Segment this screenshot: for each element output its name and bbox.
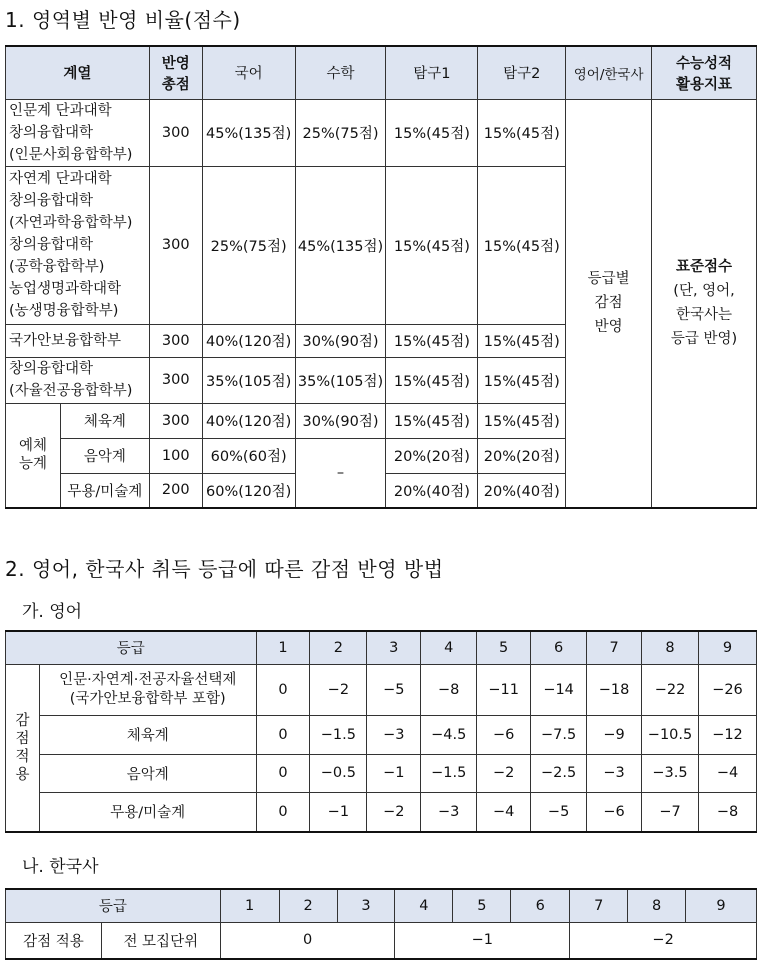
row-korean: 60%(120점) bbox=[202, 473, 295, 508]
row-total: 300 bbox=[149, 403, 202, 438]
row-korean: 40%(120점) bbox=[202, 403, 295, 438]
deduction-side-label: 감 점 적 용 bbox=[6, 664, 40, 832]
grade-header: 5 bbox=[453, 889, 511, 922]
header-korean: 국어 bbox=[202, 46, 295, 99]
arts-row-name: 무용/미술계 bbox=[60, 473, 149, 508]
row-math: 30%(90점) bbox=[295, 324, 386, 357]
grade-header: 2 bbox=[310, 631, 367, 664]
row-total: 300 bbox=[149, 166, 202, 324]
grade-header: 4 bbox=[421, 631, 477, 664]
row-category: 인문계 단과대학 창의융합대학 (인문사회융합학부) bbox=[6, 99, 150, 166]
value-cell: −5 bbox=[367, 664, 421, 715]
row-korean: 60%(60점) bbox=[202, 438, 295, 473]
table-row bbox=[6, 664, 757, 715]
value-cell: −1.5 bbox=[310, 715, 367, 754]
value-cell: −1 bbox=[367, 754, 421, 792]
row-total: 100 bbox=[149, 438, 202, 473]
grade-header: 6 bbox=[511, 889, 570, 922]
value-cell: −9 bbox=[587, 715, 642, 754]
english-deduction-table bbox=[5, 630, 757, 833]
grade-header: 3 bbox=[367, 631, 421, 664]
value-cell: −1 bbox=[310, 792, 367, 832]
value-cell: −2 bbox=[477, 754, 531, 792]
row-inquiry2: 15%(45점) bbox=[478, 403, 566, 438]
row-inquiry2: 15%(45점) bbox=[478, 357, 566, 403]
row-korean: 40%(120점) bbox=[202, 324, 295, 357]
value-cell: −5 bbox=[531, 792, 587, 832]
row-category: 국가안보융합학부 bbox=[6, 324, 150, 357]
value-cell: −6 bbox=[587, 792, 642, 832]
history-subtitle: 나. 한국사 bbox=[22, 857, 99, 877]
table-row bbox=[6, 792, 757, 832]
header-english-history: 영어/한국사 bbox=[566, 46, 652, 99]
row-name: 인문·자연계·전공자율선택제 (국가안보융합학부 포함) bbox=[39, 664, 256, 715]
value-cell: −4.5 bbox=[421, 715, 477, 754]
row-inquiry2: 20%(40점) bbox=[478, 473, 566, 508]
row-math: 35%(105점) bbox=[295, 357, 386, 403]
value-cell: −6 bbox=[477, 715, 531, 754]
grade-header: 7 bbox=[587, 631, 642, 664]
row-total: 300 bbox=[149, 324, 202, 357]
row-category: 자연계 단과대학 창의융합대학 (자연과학융합학부) 창의융합대학 (공학융합학부) 농업생명과학대학 (농생명융합학부) bbox=[6, 166, 150, 324]
history-group-value: 0 bbox=[220, 922, 395, 959]
row-korean: 25%(75점) bbox=[202, 166, 295, 324]
section2-title: 2. 영어, 한국사 취득 등급에 따른 감점 반영 방법 bbox=[5, 557, 444, 581]
english-history-cell: 등급별 감점 반영 bbox=[566, 99, 652, 508]
english-subtitle: 가. 영어 bbox=[22, 602, 83, 622]
row-total: 300 bbox=[149, 99, 202, 166]
value-cell: 0 bbox=[256, 664, 310, 715]
value-cell: −4 bbox=[477, 792, 531, 832]
history-row-sublabel: 전 모집단위 bbox=[101, 922, 220, 959]
row-inquiry2: 20%(20점) bbox=[478, 438, 566, 473]
row-inquiry2: 15%(45점) bbox=[478, 99, 566, 166]
value-cell: −11 bbox=[477, 664, 531, 715]
table-row bbox=[6, 922, 757, 959]
header-inquiry2: 탐구2 bbox=[478, 46, 566, 99]
value-cell: −2.5 bbox=[531, 754, 587, 792]
row-total: 200 bbox=[149, 473, 202, 508]
row-inquiry2: 15%(45점) bbox=[478, 166, 566, 324]
value-cell: −3 bbox=[587, 754, 642, 792]
row-inquiry1: 20%(40점) bbox=[386, 473, 478, 508]
history-deduction-table bbox=[5, 888, 757, 960]
value-cell: −8 bbox=[421, 664, 477, 715]
score-ratio-table bbox=[5, 45, 757, 509]
value-cell: −3 bbox=[421, 792, 477, 832]
grade-header: 1 bbox=[220, 889, 279, 922]
row-inquiry2: 15%(45점) bbox=[478, 324, 566, 357]
header-total: 반영 총점 bbox=[149, 46, 202, 99]
header-csat: 수능성적 활용지표 bbox=[652, 46, 757, 99]
value-cell: −0.5 bbox=[310, 754, 367, 792]
grade-header: 8 bbox=[642, 631, 699, 664]
value-cell: −2 bbox=[310, 664, 367, 715]
header-inquiry1: 탐구1 bbox=[386, 46, 478, 99]
row-inquiry1: 15%(45점) bbox=[386, 357, 478, 403]
row-inquiry1: 15%(45점) bbox=[386, 99, 478, 166]
row-total: 300 bbox=[149, 357, 202, 403]
arts-math-dash: – bbox=[295, 438, 386, 508]
grade-header: 1 bbox=[256, 631, 310, 664]
grade-header: 6 bbox=[531, 631, 587, 664]
row-name: 체육계 bbox=[39, 715, 256, 754]
value-cell: −18 bbox=[587, 664, 642, 715]
row-inquiry1: 20%(20점) bbox=[386, 438, 478, 473]
row-inquiry1: 15%(45점) bbox=[386, 324, 478, 357]
row-korean: 45%(135점) bbox=[202, 99, 295, 166]
grade-header: 3 bbox=[337, 889, 395, 922]
value-cell: −12 bbox=[699, 715, 757, 754]
value-cell: −3.5 bbox=[642, 754, 699, 792]
value-cell: −7.5 bbox=[531, 715, 587, 754]
header-math: 수학 bbox=[295, 46, 386, 99]
value-cell: 0 bbox=[256, 715, 310, 754]
value-cell: 0 bbox=[256, 754, 310, 792]
grade-header: 9 bbox=[686, 889, 757, 922]
value-cell: −7 bbox=[642, 792, 699, 832]
history-row-label: 감점 적용 bbox=[6, 922, 102, 959]
grade-header: 4 bbox=[395, 889, 453, 922]
history-group-value: −1 bbox=[395, 922, 570, 959]
value-cell: 0 bbox=[256, 792, 310, 832]
row-inquiry1: 15%(45점) bbox=[386, 403, 478, 438]
value-cell: −1.5 bbox=[421, 754, 477, 792]
value-cell: −4 bbox=[699, 754, 757, 792]
row-math: 25%(75점) bbox=[295, 99, 386, 166]
value-cell: −26 bbox=[699, 664, 757, 715]
value-cell: −2 bbox=[367, 792, 421, 832]
value-cell: −8 bbox=[699, 792, 757, 832]
grade-header: 7 bbox=[570, 889, 628, 922]
row-name: 음악계 bbox=[39, 754, 256, 792]
csat-indicator-cell: 표준점수 (단, 영어, 한국사는 등급 반영) bbox=[652, 99, 757, 508]
row-math: 30%(90점) bbox=[295, 403, 386, 438]
value-cell: −22 bbox=[642, 664, 699, 715]
value-cell: −10.5 bbox=[642, 715, 699, 754]
history-group-value: −2 bbox=[570, 922, 757, 959]
arts-row-name: 체육계 bbox=[60, 403, 149, 438]
table-row bbox=[6, 99, 757, 166]
row-korean: 35%(105점) bbox=[202, 357, 295, 403]
arts-row-name: 음악계 bbox=[60, 438, 149, 473]
grade-header: 5 bbox=[477, 631, 531, 664]
table-row bbox=[6, 754, 757, 792]
row-inquiry1: 15%(45점) bbox=[386, 166, 478, 324]
grade-header: 8 bbox=[628, 889, 686, 922]
section1-title: 1. 영역별 반영 비율(점수) bbox=[5, 8, 241, 32]
grade-header: 2 bbox=[279, 889, 337, 922]
english-grade-label: 등급 bbox=[6, 631, 257, 664]
row-name: 무용/미술계 bbox=[39, 792, 256, 832]
value-cell: −14 bbox=[531, 664, 587, 715]
value-cell: −3 bbox=[367, 715, 421, 754]
row-math: 45%(135점) bbox=[295, 166, 386, 324]
table-row bbox=[6, 715, 757, 754]
history-grade-label: 등급 bbox=[6, 889, 221, 922]
row-category: 창의융합대학 (자율전공융합학부) bbox=[6, 357, 150, 403]
grade-header: 9 bbox=[699, 631, 757, 664]
header-category: 계열 bbox=[6, 46, 150, 99]
arts-group-label: 예체 능계 bbox=[6, 403, 61, 508]
